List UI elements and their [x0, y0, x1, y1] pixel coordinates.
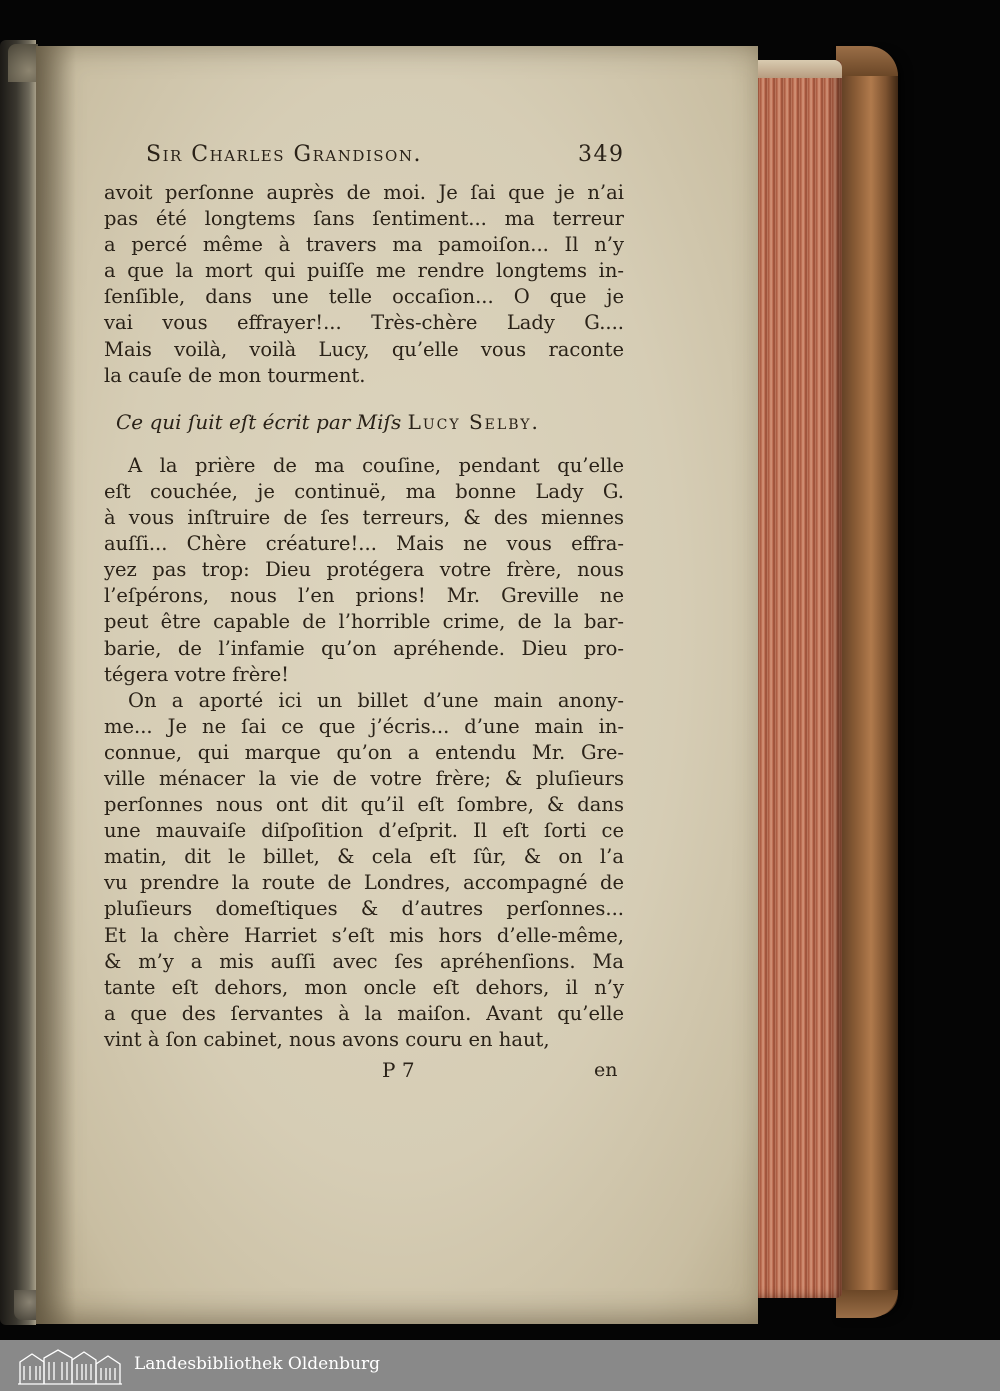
- text-line: une mauvaiſe diſpoſition d’eſprit. Il eſt ſorti ce: [104, 819, 624, 843]
- text-line: ſenſible, dans une telle occaſion... O que je: [104, 285, 624, 309]
- text-line: ville ménacer la vie de votre frère; & pluſieurs: [104, 766, 624, 790]
- book-corner-top: [8, 44, 38, 82]
- text-line: perſonnes nous ont dit qu’il eſt ſombre, & dans: [104, 793, 624, 817]
- section-heading: [116, 409, 624, 435]
- paragraph-2: [104, 453, 624, 688]
- text-line: pas été longtems ſans ſentiment... ma terreur: [104, 207, 624, 231]
- text-line: vai vous effrayer!... Très-chère Lady G....: [104, 311, 624, 335]
- book-left-edge: [0, 40, 36, 1325]
- catchword: en: [594, 1059, 618, 1081]
- page-footer-marks: [104, 1057, 624, 1087]
- text-line: la cauſe de mon tourment.: [104, 363, 366, 387]
- text-line: avoit perſonne auprès de moi. Je ſai que je n’ai: [104, 181, 624, 204]
- book-back-cover: [838, 54, 898, 1316]
- text-line: matin, dit le billet, & cela eſt ſûr, & on l’a: [104, 845, 624, 869]
- running-head: [146, 142, 624, 180]
- text-line: auſſi... Chère créature!... Mais ne vous effra-: [104, 532, 624, 556]
- text-line: vint à ſon cabinet, nous avons couru en haut,: [104, 1027, 550, 1051]
- library-footer-bar: [0, 1340, 1000, 1391]
- text-line: tante eſt dehors, mon oncle eſt dehors, il n’y: [104, 975, 624, 999]
- paragraph-1: [104, 180, 624, 389]
- page-edges-top: [752, 60, 842, 78]
- text-line: connue, qui marque qu’on a entendu Mr. Gre-: [104, 740, 624, 764]
- signature-mark: P 7: [382, 1058, 415, 1082]
- text-line: eſt couchée, je continuë, ma bonne Lady G.: [104, 479, 624, 503]
- section-heading-name: Lucy Selby.: [407, 409, 540, 434]
- text-line: a percé même à travers ma pamoiſon... Il n’y: [104, 233, 624, 257]
- text-line: me... Je ne ſai ce que j’écris... d’une main in-: [104, 714, 624, 738]
- text-line: pluſieurs domeſtiques & d’autres perſonnes...: [104, 897, 624, 921]
- paragraph-3: [104, 688, 624, 1053]
- text-line: peut être capable de l’horrible crime, de la bar-: [104, 610, 624, 634]
- text-line: a que la mort qui puiſſe me rendre longtems in-: [104, 259, 624, 283]
- text-line: vu prendre la route de Londres, accompagné de: [104, 871, 624, 895]
- text-line: Mais voilà, voilà Lucy, qu’elle vous raconte: [104, 337, 624, 361]
- text-line: a que des ſervantes à la maiſon. Avant qu’elle: [104, 1001, 624, 1025]
- library-name: Landesbibliothek Oldenburg: [134, 1354, 381, 1374]
- text-line: barie, de l’infamie qu’on apréhende. Dieu pro-: [104, 636, 624, 660]
- book-back-cover-top: [836, 46, 898, 76]
- page-edges: [752, 60, 842, 1298]
- text-line: à vous inſtruire de ſes terreurs, & des miennes: [104, 506, 624, 530]
- running-head-title: Sir Charles Grandison.: [146, 142, 422, 167]
- text-line: l’eſpérons, nous l’en prions! Mr. Greville ne: [104, 584, 624, 608]
- gutter-shadow: [36, 46, 76, 1324]
- page-number: 349: [578, 142, 625, 167]
- text-line: On a aporté ici un billet d’une main anony-: [128, 688, 624, 712]
- text-line: A la prière de ma couſine, pendant qu’elle: [128, 453, 624, 477]
- book-back-cover-bottom: [836, 1290, 898, 1318]
- text-line: tégera votre frère!: [104, 662, 289, 686]
- page-text: [104, 142, 624, 1087]
- section-heading-italic: Ce qui ſuit eſt écrit par Miſs: [116, 409, 402, 434]
- text-line: & m’y a mis auſſi avec ſes apréhenſions. Ma: [104, 949, 624, 973]
- text-line: yez pas trop: Dieu protégera votre frère, nous: [104, 558, 624, 582]
- text-line: Et la chère Harriet s’eſt mis hors d’elle-même,: [104, 923, 624, 947]
- library-building-icon: [18, 1346, 122, 1386]
